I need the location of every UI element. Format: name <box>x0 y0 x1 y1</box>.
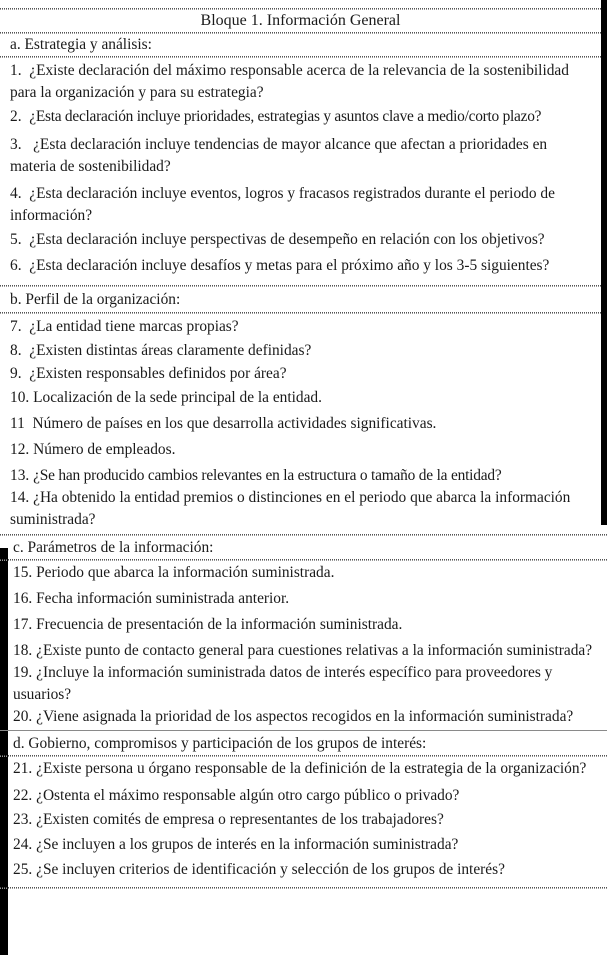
question-number: 6. <box>10 257 22 274</box>
question-4 <box>0 178 601 227</box>
question-text: ¿Se incluyen criterios de identificación y selección de los grupos de interés? <box>36 861 505 878</box>
question-text: ¿La entidad tiene marcas propias? <box>29 318 239 335</box>
question-number: 15. <box>13 564 33 581</box>
question-text: ¿Esta declaración incluye tendencias de mayor alcance que afectan a prioridades en materia de sostenibilidad? <box>10 136 548 175</box>
question-number: 3. <box>10 136 22 153</box>
question-18 <box>0 636 607 662</box>
question-text: ¿Esta declaración incluye desafíos y metas para el próximo año y los 3-5 siguientes? <box>29 257 550 274</box>
question-number: 11 <box>10 415 25 432</box>
scan-edge-right <box>601 0 607 525</box>
question-text: ¿Incluye la información suministrada datos de interés específico para proveedores y usuarios? <box>13 664 553 703</box>
question-number: 21. <box>13 760 33 777</box>
question-number: 9. <box>10 365 22 382</box>
question-12 <box>0 435 601 461</box>
question-23 <box>0 807 607 831</box>
question-16 <box>0 584 607 610</box>
question-number: 20. <box>13 708 33 725</box>
question-14 <box>0 487 601 531</box>
question-9 <box>0 362 601 385</box>
question-7 <box>0 314 601 338</box>
section-heading-b: b. Perfil de la organización: <box>10 291 181 308</box>
question-21 <box>0 757 607 780</box>
question-number: 14. <box>10 489 30 506</box>
question-15 <box>0 561 607 584</box>
question-text: ¿Existen distintas áreas claramente definidas? <box>29 342 312 359</box>
question-25 <box>0 856 607 887</box>
question-number: 23. <box>13 811 33 828</box>
question-text: ¿Existe punto de contacto general para cuestiones relativas a la información suministrada? <box>36 642 593 659</box>
question-22 <box>0 780 607 807</box>
question-number: 18. <box>13 642 33 659</box>
question-text: Localización de la sede principal de la entidad. <box>33 389 322 406</box>
question-text: Periodo que abarca la información suministrada. <box>36 564 335 581</box>
question-text: ¿Existe persona u órgano responsable de la definición de la estrategia de la organización? <box>36 760 587 777</box>
questionnaire-table-bottom <box>0 527 607 889</box>
question-text: ¿Esta declaración incluye prioridades, estrategias y asuntos clave a medio/corto plazo? <box>29 108 542 125</box>
question-1 <box>0 58 601 104</box>
question-text: Fecha información suministrada anterior. <box>36 590 290 607</box>
question-17 <box>0 610 607 636</box>
question-number: 10. <box>10 389 30 406</box>
divider <box>0 887 607 889</box>
table-title: Bloque 1. Información General <box>200 12 401 29</box>
question-number: 4. <box>10 185 22 202</box>
question-text: ¿Existen comités de empresa o representantes de los trabajadores? <box>36 811 444 828</box>
question-number: 25. <box>13 861 33 878</box>
question-text: ¿Ostenta el máximo responsable algún otro cargo público o privado? <box>36 787 460 804</box>
question-text: Número de países en los que desarrolla actividades significativas. <box>32 415 437 432</box>
question-number: 17. <box>13 616 33 633</box>
section-heading-d: d. Gobierno, compromisos y participación de los grupos de interés: <box>13 735 427 752</box>
question-20 <box>0 706 607 730</box>
question-text: ¿Viene asignada la prioridad de los aspectos recogidos en la información suministrada? <box>36 708 574 725</box>
question-number: 5. <box>10 231 22 248</box>
question-10 <box>0 385 601 409</box>
question-6 <box>0 251 601 285</box>
question-13 <box>0 461 601 487</box>
question-number: 7. <box>10 318 22 335</box>
section-heading-c: c. Parámetros de la información: <box>13 539 214 556</box>
question-number: 13. <box>10 467 30 484</box>
question-text: Frecuencia de presentación de la información suministrada. <box>36 616 403 633</box>
question-number: 24. <box>13 836 33 853</box>
question-text: ¿Existe declaración del máximo responsable acerca de la relevancia de la sostenibilidad para la organización y para su estrategia? <box>10 62 569 101</box>
question-text: ¿Ha obtenido la entidad premios o distinciones en el periodo que abarca la información suministrada? <box>10 489 571 528</box>
question-number: 8. <box>10 342 22 359</box>
question-text: ¿Existen responsables definidos por área? <box>29 365 287 382</box>
question-3 <box>0 128 601 178</box>
question-number: 2. <box>10 108 22 125</box>
question-number: 12. <box>10 441 30 458</box>
question-text: Número de empleados. <box>33 441 176 458</box>
question-text: ¿Esta declaración incluye eventos, logros y fracasos registrados durante el periodo de información? <box>10 185 555 224</box>
question-19 <box>0 662 607 706</box>
table-fragment-bottom <box>0 527 607 955</box>
question-text: ¿Se incluyen a los grupos de interés en la información suministrada? <box>36 836 459 853</box>
question-text: ¿Esta declaración incluye perspectivas de desempeño en relación con los objetivos? <box>29 231 545 248</box>
question-24 <box>0 831 607 856</box>
question-text: ¿Se han producido cambios relevantes en la estructura o tamaño de la entidad? <box>33 467 502 484</box>
question-11 <box>0 409 601 435</box>
section-heading-a: a. Estrategia y análisis: <box>10 36 152 53</box>
question-number: 1. <box>10 62 22 79</box>
question-8 <box>0 338 601 362</box>
question-2 <box>0 104 601 128</box>
question-number: 22. <box>13 787 33 804</box>
question-number: 19. <box>13 664 33 681</box>
question-number: 16. <box>13 590 33 607</box>
question-5 <box>0 227 601 251</box>
